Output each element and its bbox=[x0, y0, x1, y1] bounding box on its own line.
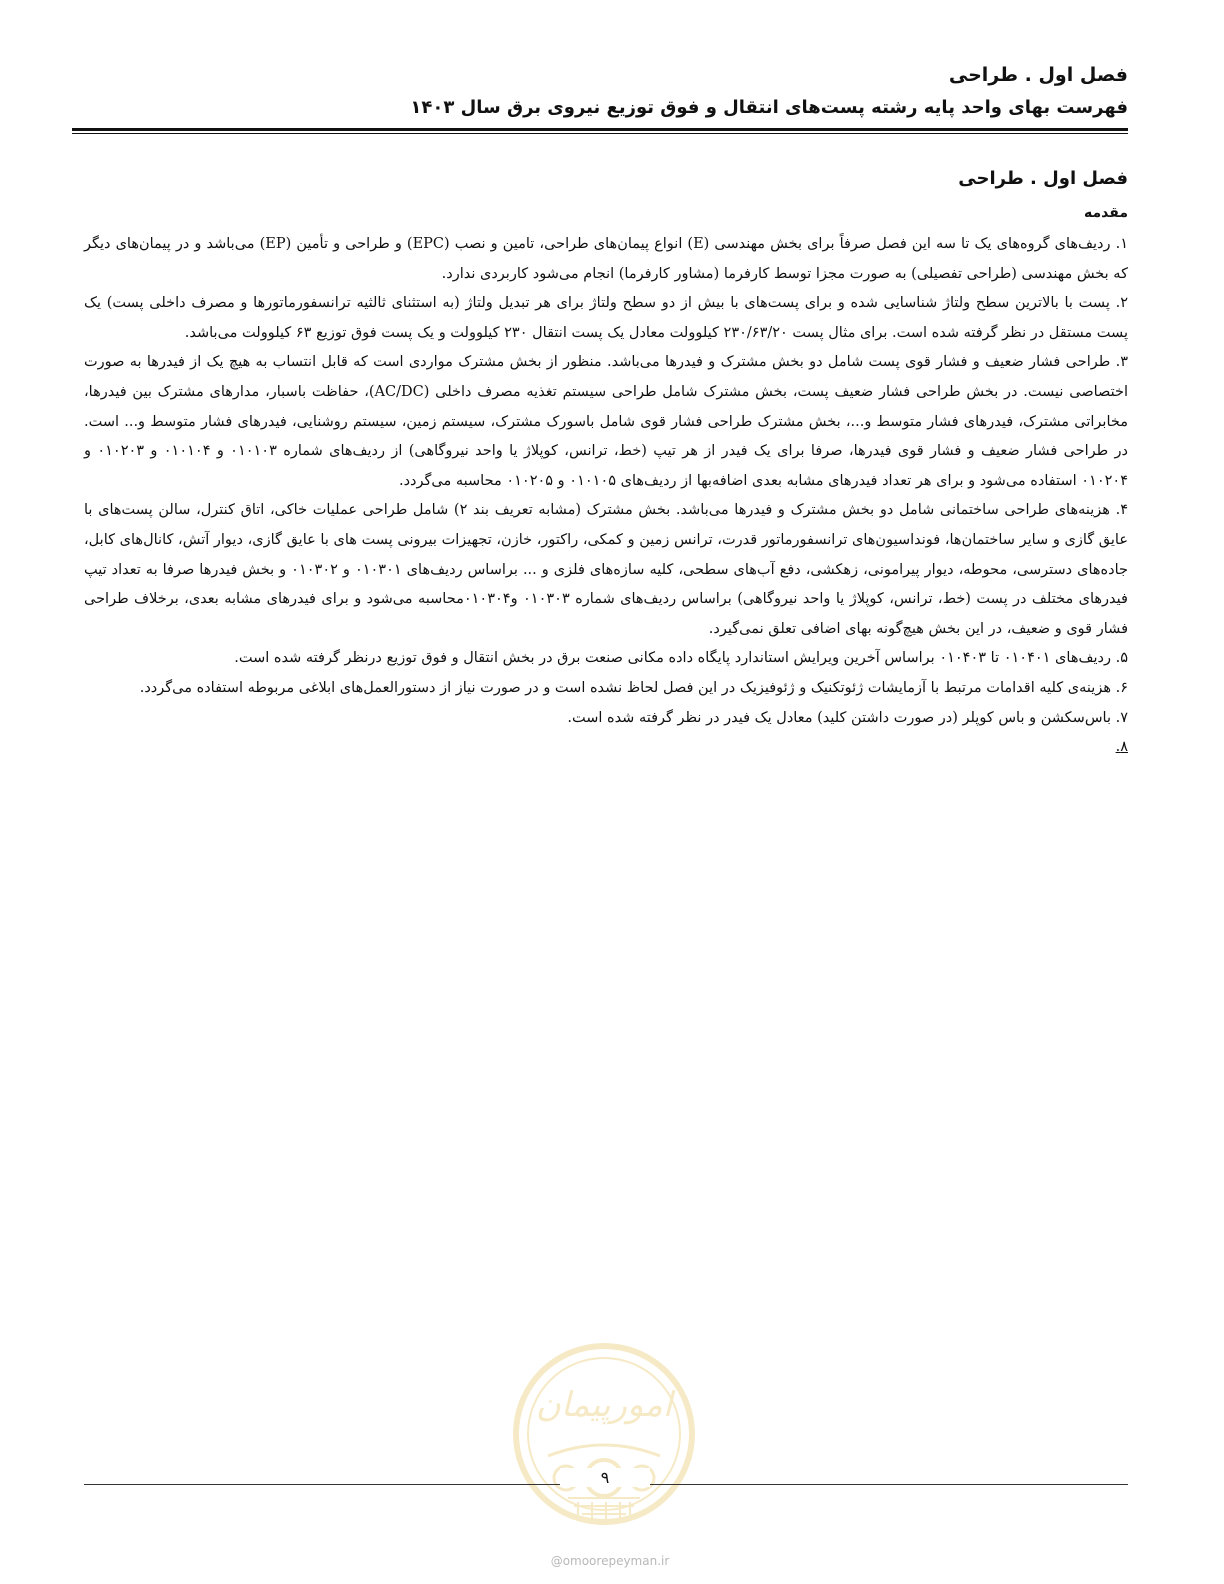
section-subtitle: مقدمه bbox=[1084, 205, 1128, 221]
paragraph-7: ۷. باس‌سکشن و باس کوپلر (در صورت داشتن کلید) معادل یک فیدر در نظر گرفته شده است. bbox=[567, 709, 1128, 726]
section-title: فصل اول . طراحی bbox=[958, 168, 1128, 189]
paragraph-3: ۳. طراحی فشار ضعیف و فشار قوی پست شامل دو بخش مشترک و فیدرها می‌باشد. منظور از بخش مشترک مواردی است که قابل انتساب به هیچ یک از فیدرها به صورت اختصاصی نیست. در بخش طراحی فشار ضعیف پست، بخش مشترک شامل طراحی سیستم تغذیه مصرف داخلی (AC/DC)، حفاظت باسبار، مدارهای مشترک بین فیدرها، مخابراتی مشترک، فیدرهای فشار متوسط و...، بخش مشترک طراحی فشار قوی شامل باسورک مشترک، سیستم زمین، سیستم روشنایی، فیدرهای فشار متوسط و... است. در طراحی فشار ضعیف و فشار قوی فیدرها، صرفا برای یک فیدر از هر تیپ (خط، ترانس، کوپلاژ یا واحد نیروگاهی) از ردیف‌های شماره ۰۱۰۱۰۳ و ۰۱۰۱۰۴ و ۰۱۰۲۰۳ و ۰۱۰۲۰۴ استفاده می‌شود و برای هر تعداد فیدرهای مشابه بعدی اضافه‌بها از ردیف‌های ۰۱۰۱۰۵ و ۰۱۰۲۰۵ محاسبه می‌گردد. bbox=[84, 354, 1128, 489]
header-chapter: فصل اول . طراحی bbox=[948, 64, 1128, 86]
header-rule-thick bbox=[72, 128, 1128, 131]
logo-lettering: امورپیمان bbox=[535, 1385, 673, 1425]
paragraph-6: ۶. هزینه‌ی کلیه اقدامات مرتبط با آزمایشات ژئوتکنیک و ژئوفیزیک در این فصل لحاظ نشده است و در صورت نیاز از دستورالعمل‌های ابلاغی مربوطه استفاده می‌گردد. bbox=[139, 679, 1128, 696]
paragraph-5: ۵. ردیف‌های ۰۱۰۴۰۱ تا ۰۱۰۴۰۳ براساس آخرین ویرایش استاندارد پایگاه داده مکانی صنعت برق در بخش انتقال و فوق توزیع درنظر گرفته شده است. bbox=[234, 650, 1128, 667]
paragraph-8: ۸. bbox=[1115, 739, 1128, 756]
watermark-logo bbox=[508, 1338, 700, 1530]
header-subtitle: فهرست بهای واحد پایه رشته پست‌های انتقال و فوق توزیع نیروی برق سال ۱۴۰۳ bbox=[410, 97, 1128, 118]
logo-seal-icon bbox=[516, 1346, 692, 1522]
paragraph-2: ۲. پست با بالاترین سطح ولتاژ شناسایی شده و برای پست‌های با بیش از دو سطح ولتاژ برای هر تبدیل ولتاژ (به استثنای ثالثیه ترانسفورماتورها و مصرف داخلی پست) یک پست مستقل در نظر گرفته شده است. برای مثال پست ۲۳۰/۶۳/۲۰ کیلوولت معادل یک پست انتقال ۲۳۰ کیلوولت و یک پست فوق توزیع ۶۳ کیلوولت می‌باشد. bbox=[84, 295, 1128, 341]
watermark-url: @omoorepeyman.ir bbox=[550, 1554, 670, 1568]
header-rule-thin bbox=[72, 133, 1128, 134]
page-header bbox=[72, 58, 1128, 124]
paragraph-4: ۴. هزینه‌های طراحی ساختمانی شامل دو بخش مشترک و فیدرها می‌باشد. بخش مشترک (مشابه تعریف بند ۲) شامل طراحی عملیات خاکی، اتاق کنترل، سالن پست‌های با عایق گازی و سایر ساختمان‌ها، فونداسیون‌های ترانسفورماتور قدرت، ترانس زمین و کمکی، راکتور، خازن، تجهیزات بیرونی پست های با عایق گازی، دیوار آتش، کانال‌های کابل، جاده‌های دسترسی، محوطه، دیوار پیرامونی، زهکشی، دفع آب‌های سطحی، کلیه سازه‌های فلزی و ... براساس ردیف‌های ۰۱۰۳۰۱ و ۰۱۰۳۰۲ و بخش فیدرها صرفا به تعداد تیپ فیدرهای مختلف در پست (خط، ترانس، کوپلاژ یا واحد نیروگاهی) براساس ردیف‌های شماره ۰۱۰۳۰۳ و۰۱۰۳۰۴محاسبه می‌شود و برای فیدرهای مشابه بعدی، برخلاف طراحی فشار قوی و ضعیف، در این بخش هیچ‌گونه بهای اضافی تعلق نمی‌گیرد. bbox=[84, 502, 1129, 637]
paragraph-1: ۱. ردیف‌های گروه‌های یک تا سه این فصل صرفاً برای بخش مهندسی (E) انواع پیمان‌های طراحی، تامین و نصب (EPC) و طراحی و تأمین (EP) می‌باشد و در پیمان‌های دیگر که بخش مهندسی (طراحی تفصیلی) به صورت مجزا توسط کارفرما (مشاور کارفرما) انجام می‌شود کاربردی ندارد. bbox=[84, 236, 1128, 282]
page-number: ۹ bbox=[560, 1468, 650, 1487]
document-body bbox=[84, 160, 1128, 763]
